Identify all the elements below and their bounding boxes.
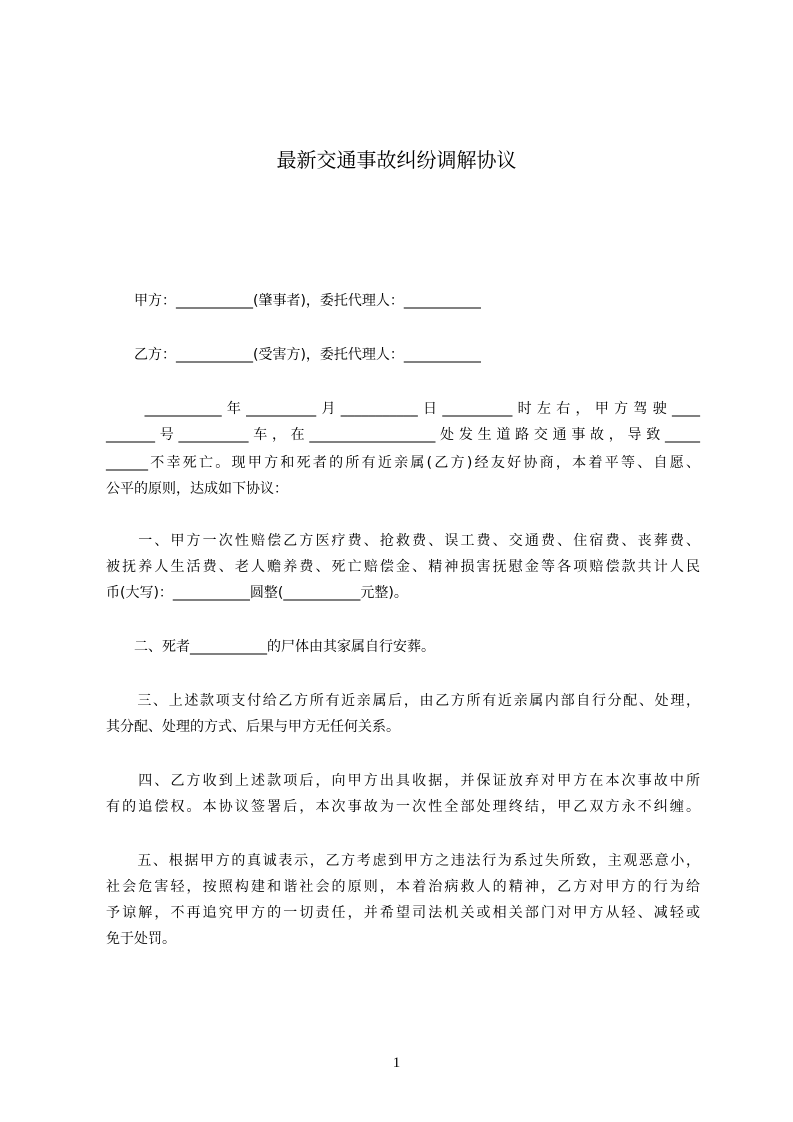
clause-5-line: 五、根据甲方的真诚表示，乙方考虑到甲方之违法行为系过失所致，主观恶意小， [106,853,700,869]
party-b-line: 乙方：___________(受害方)，委托代理人：___________ [106,347,481,363]
clause-5-line: 社会危害轻，按照构建和谐社会的原则，本着治病救人的精神，乙方对甲方的行为给 [106,879,700,895]
clause-1-line: 被抚养人生活费、老人赡养费、死亡赔偿金、精神损害抚慰金等各项赔偿款共计人民 [106,559,700,575]
document-title: 最新交通事故纠纷调解协议 [276,148,517,172]
clause-1-line: 一、甲方一次性赔偿乙方医疗费、抢救费、误工费、交通费、住宿费、丧葬费、 [106,533,700,549]
clause-5-line: 免于处罚。 [106,931,176,947]
clause-3-line: 三、上述款项支付给乙方所有近亲属后，由乙方所有近亲属内部自行分配、处理， [106,693,700,709]
accident-paragraph-line: ___________年__________月___________日__________时左右，甲方驾驶____ [106,401,700,417]
clause-4-line: 有的追偿权。本协议签署后，本次事故为一次性全部处理终结，甲乙双方永不纠缠。 [106,799,700,815]
clause-4-line: 四、乙方收到上述款项后，向甲方出具收据，并保证放弃对甲方在本次事故中所 [106,773,700,789]
accident-paragraph-line: 公平的原则，达成如下协议： [106,481,288,497]
accident-paragraph-line: _______号__________车，在__________________处发生道路交通事故，导致_____ [106,427,700,443]
accident-paragraph-line: ______不幸死亡。现甲方和死者的所有近亲属(乙方)经友好协商，本着平等、自愿、 [106,455,700,471]
clause-1-line: 币(大写)：___________圆整(___________元整)。 [106,585,408,601]
clause-2-line: 二、死者___________的尸体由其家属自行安葬。 [106,639,435,655]
clause-5-line: 予谅解，不再追究甲方的一切责任，并希望司法机关或相关部门对甲方从轻、减轻或 [106,905,700,921]
page-number: 1 [392,1055,401,1071]
party-a-line: 甲方：___________(肇事者)，委托代理人：___________ [106,293,481,309]
clause-3-line: 其分配、处理的方式、后果与甲方无任何关系。 [106,719,400,735]
